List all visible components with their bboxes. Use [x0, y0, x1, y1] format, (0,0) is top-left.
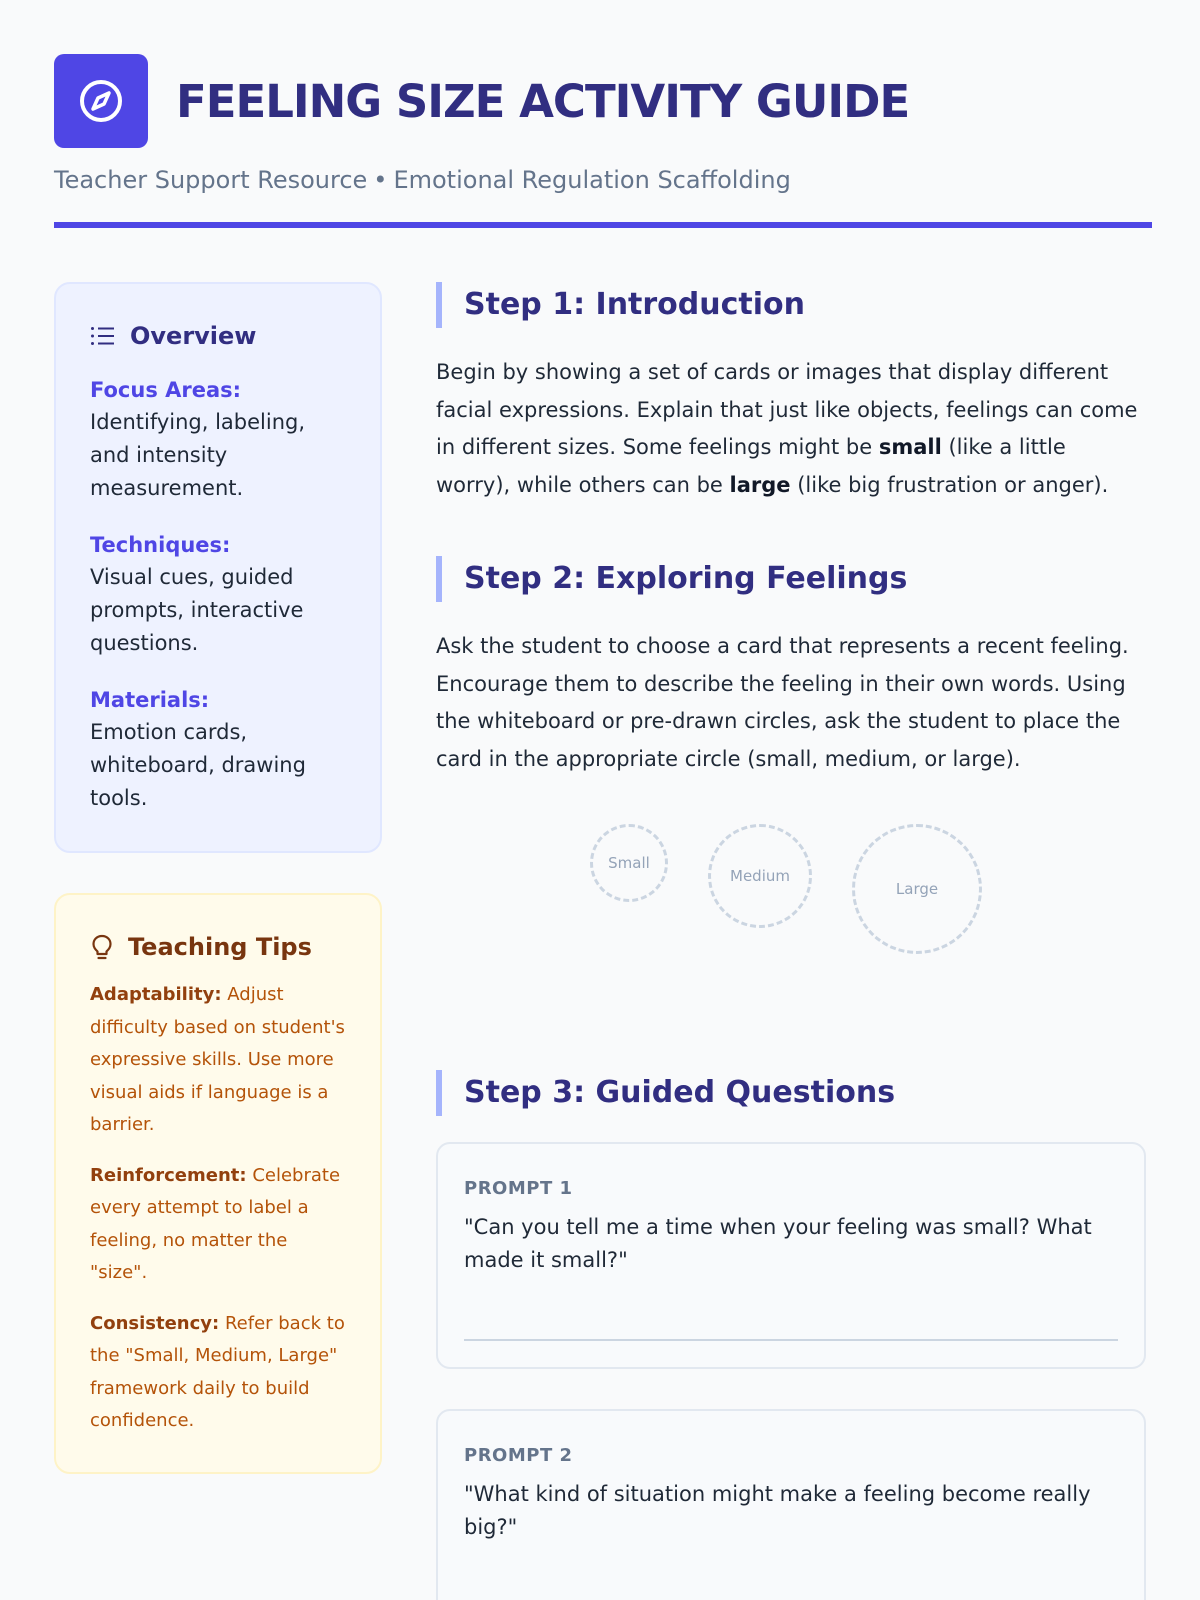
subtitle-topic: Emotional Regulation Scaffolding	[393, 166, 791, 194]
step-1-text-b: (like a little worry), while others can be	[436, 435, 1066, 497]
step-2-body: Ask the student to choose a card that represents a recent feeling. Encourage them to describe the feeling in their own words. Using the whiteboard or pre-drawn circles, ask the student to place the card in the appropriate circle (small, medium, or large).	[436, 634, 1129, 771]
tips-heading	[90, 933, 346, 961]
step-2-title: Step 2: Exploring Feelings	[436, 556, 1146, 602]
main-content	[436, 282, 1146, 1600]
overview-item-label: Focus Areas:	[90, 378, 242, 402]
overview-card	[54, 282, 382, 853]
prompt-card	[436, 1142, 1146, 1369]
overview-heading	[90, 322, 346, 350]
tip-label: Consistency:	[90, 1312, 220, 1334]
step-1-bold-small: small	[878, 435, 942, 459]
overview-item-text: Identifying, labeling, and intensity measurement.	[90, 410, 306, 500]
page-header	[54, 54, 1146, 148]
content-layout	[54, 282, 1146, 1600]
circle-medium: Medium	[708, 824, 812, 928]
page-title: FEELING SIZE ACTIVITY GUIDE	[176, 74, 910, 128]
tip-text: Refer back to the "Small, Medium, Large" framework daily to build confidence.	[90, 1312, 345, 1431]
prompt-text: "Can you tell me a time when your feeling was small? What made it small?"	[464, 1215, 1092, 1272]
prompt-label: PROMPT 1	[464, 1178, 573, 1199]
page-subtitle	[54, 166, 1146, 194]
tip-label: Adaptability:	[90, 984, 222, 1005]
logo	[54, 54, 148, 148]
tip-item	[90, 979, 346, 1142]
step-3-section	[436, 1070, 1146, 1600]
circle-large: Large	[852, 824, 982, 954]
step-1-body	[436, 354, 1146, 504]
overview-item	[90, 529, 346, 660]
feeling-size-circles	[436, 818, 1146, 1018]
compass-icon	[76, 76, 126, 126]
tip-item	[90, 1160, 346, 1290]
overview-item	[90, 684, 346, 815]
step-1-section	[436, 282, 1146, 504]
overview-heading-label: Overview	[130, 322, 257, 350]
step-1-text-a: Begin by showing a set of cards or images that display different facial expressions. Explain that just like objects, feelings can come in different sizes. Some feelings might be	[436, 360, 1138, 459]
step-1-bold-large: large	[729, 472, 791, 497]
tip-label: Reinforcement:	[90, 1164, 247, 1186]
prompt-text: "What kind of situation might make a feeling become really big?"	[464, 1482, 1091, 1539]
header-divider	[54, 222, 1152, 228]
teaching-tips-card	[54, 893, 382, 1474]
tip-text: Celebrate every attempt to label a feeling, no matter the "size".	[90, 1164, 341, 1283]
step-2-section	[436, 556, 1146, 778]
step-1-text-c: (like big frustration or anger).	[790, 472, 1109, 497]
tip-text: Adjust difficulty based on student's expressive skills. Use more visual aids if language is a barrier.	[90, 984, 345, 1135]
lightbulb-icon	[90, 933, 114, 961]
prompt-card	[436, 1409, 1146, 1600]
overview-item-label: Materials:	[90, 688, 210, 712]
list-icon	[90, 325, 116, 347]
sidebar	[54, 282, 382, 1600]
step-1-title: Step 1: Introduction	[436, 282, 1146, 328]
overview-item-text: Emotion cards, whiteboard, drawing tools.	[90, 720, 306, 810]
answer-line[interactable]	[464, 1339, 1118, 1341]
overview-item-label: Techniques:	[90, 533, 231, 557]
tip-item	[90, 1308, 346, 1438]
overview-item	[90, 374, 346, 505]
circle-small: Small	[590, 824, 668, 902]
subtitle-resource: Teacher Support Resource	[54, 166, 368, 194]
prompt-label: PROMPT 2	[464, 1445, 573, 1466]
tips-heading-label: Teaching Tips	[128, 933, 312, 961]
overview-item-text: Visual cues, guided prompts, interactive questions.	[90, 565, 304, 655]
step-3-title: Step 3: Guided Questions	[436, 1070, 1146, 1116]
subtitle-separator: •	[373, 166, 388, 194]
